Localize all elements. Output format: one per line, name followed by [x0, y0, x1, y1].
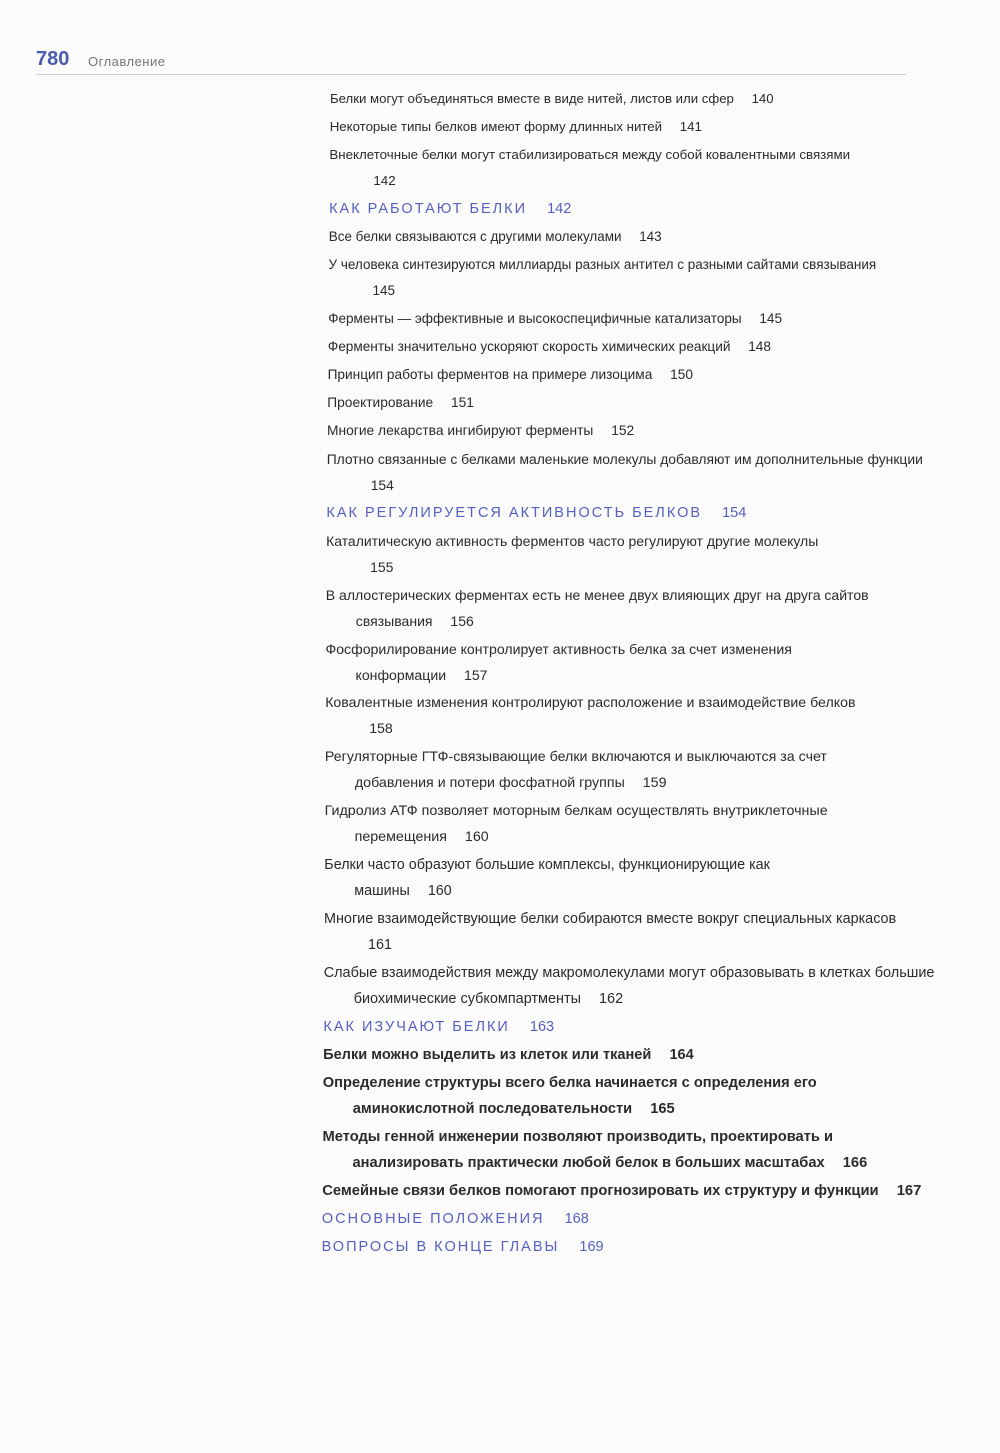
toc-entry-title: Проектирование [327, 395, 434, 410]
toc-entry-title: В аллостерических ферментах есть не менее двух влияющих друг на друга сайтов связывания [325, 587, 869, 629]
toc-entry-title: Принцип работы ферментов на примере лизоцима [327, 367, 653, 382]
toc-page-number: 165 [650, 1101, 675, 1117]
toc-entry-title: Все белки связываются с другими молекулами [328, 229, 622, 244]
toc-section-heading [323, 1014, 653, 1040]
toc-entry [322, 1178, 942, 1204]
toc-entry [323, 1070, 942, 1122]
toc-entry [324, 960, 942, 1012]
toc-entry-title: Внеклеточные белки могут стабилизироваться между собой ковалентными связями [329, 147, 851, 162]
toc-entry [327, 446, 942, 498]
toc-page-number: 161 [368, 937, 393, 953]
toc-page-number: 145 [372, 283, 396, 298]
toc-entry [329, 142, 889, 194]
toc-page-number: 145 [759, 311, 782, 326]
toc-entry-title: Ферменты значительно ускоряют скорость химических реакций [327, 339, 731, 354]
toc-page-number: 143 [639, 229, 662, 244]
toc-entry-title: Многие взаимодействующие белки собираются вместе вокруг специальных каркасов [324, 911, 897, 927]
table-of-contents [322, 86, 942, 1262]
toc-entry-title: ОСНОВНЫЕ ПОЛОЖЕНИЯ [321, 1211, 545, 1227]
toc-page-number: 167 [896, 1183, 922, 1199]
toc-entry-title: У человека синтезируются миллиарды разных антител с разными сайтами связывания [328, 257, 877, 272]
toc-entry-title: Фосфорилирование контролирует активность белка за счет изменения конформации [325, 641, 792, 683]
toc-entry-title: Ковалентные изменения контролируют расположение и взаимодействие белков [325, 695, 856, 711]
toc-entry [324, 906, 914, 958]
toc-entry [326, 582, 942, 634]
toc-entry-title: Белки можно выделить из клеток или тканей [323, 1047, 652, 1063]
toc-entry [326, 528, 826, 580]
toc-page-number: 160 [427, 883, 452, 899]
toc-entry-title: КАК ИЗУЧАЮТ БЕЛКИ [323, 1019, 510, 1035]
toc-entry-title: Слабые взаимодействия между макромолекулами могут образовывать в клетках большие биохимические субкомпартменты [323, 965, 935, 1007]
toc-page-number: 141 [679, 119, 702, 134]
toc-page-number: 157 [464, 667, 488, 683]
toc-entry [328, 334, 878, 360]
toc-entry-title: ВОПРОСЫ В КОНЦЕ ГЛАВЫ [321, 1239, 560, 1255]
toc-page-number: 154 [370, 477, 394, 493]
toc-entry [330, 86, 840, 112]
toc-section-heading [329, 196, 659, 222]
toc-entry-title: КАК РЕГУЛИРУЕТСЯ АКТИВНОСТЬ БЕЛКОВ [326, 505, 703, 521]
toc-page-number: 154 [722, 505, 747, 521]
toc-page-number: 158 [369, 721, 393, 737]
toc-page-number: 160 [464, 829, 489, 845]
toc-entry-title: Семейные связи белков помогают прогнозировать их структуру и функции [322, 1183, 879, 1199]
toc-entry [330, 114, 840, 140]
toc-entry [325, 744, 905, 796]
toc-entry [326, 636, 876, 688]
toc-page-number: 150 [670, 367, 693, 382]
toc-page-number: 163 [529, 1019, 555, 1035]
toc-page-number: 162 [599, 991, 624, 1007]
toc-entry [324, 852, 824, 904]
toc-page-number: 140 [751, 91, 774, 106]
toc-entry-title: Некоторые типы белков имеют форму длинных нитей [329, 119, 663, 134]
toc-page-number: 152 [611, 423, 635, 438]
toc-page-number: 159 [642, 775, 667, 791]
toc-section-heading [322, 1206, 652, 1232]
running-header [36, 46, 906, 75]
toc-entry [327, 390, 837, 416]
toc-entry [325, 690, 885, 742]
toc-entry-title: Каталитическую активность ферментов часто регулируют другие молекулы [326, 533, 819, 549]
toc-entry-title: Гидролиз АТФ позволяет моторным белкам осуществлять внутриклеточные перемещения [324, 803, 828, 845]
toc-page-number: 142 [547, 201, 572, 217]
toc-page-number: 166 [842, 1155, 868, 1171]
page-number: 780 [36, 48, 70, 70]
toc-page-number: 164 [669, 1047, 694, 1063]
toc-page-number: 148 [748, 339, 771, 354]
toc-page-number: 168 [564, 1211, 589, 1227]
toc-page-number: 155 [370, 559, 394, 575]
toc-entry-title: Плотно связанные с белками маленькие молекулы добавляют им дополнительные функции [326, 451, 923, 467]
toc-entry-title: Регуляторные ГТФ-связывающие белки включаются и выключаются за счет добавления и потери фосфатной группы [324, 749, 827, 791]
toc-page-number: 142 [373, 173, 396, 188]
toc-entry [325, 798, 905, 850]
toc-page-number: 156 [450, 613, 474, 629]
toc-entry [329, 224, 839, 250]
toc-section-heading [322, 1234, 652, 1260]
toc-entry [328, 362, 838, 388]
toc-entry-title: Белки часто образуют большие комплексы, функционирующие как машины [324, 857, 770, 899]
toc-entry [327, 418, 837, 444]
toc-entry-title: КАК РАБОТАЮТ БЕЛКИ [329, 201, 528, 217]
running-title: Оглавление [88, 54, 166, 69]
toc-entry-title: Ферменты — эффективные и высокоспецифичные катализаторы [328, 311, 742, 326]
toc-entry [328, 306, 878, 332]
toc-page-number: 169 [579, 1239, 604, 1255]
toc-page-number: 151 [451, 395, 474, 410]
toc-entry-title: Определение структуры всего белка начинается с определения его аминокислотной последовательности [322, 1075, 817, 1117]
toc-section-heading [326, 500, 836, 526]
toc-entry [329, 252, 889, 304]
toc-entry-title: Многие лекарства ингибируют ферменты [327, 423, 594, 438]
toc-entry [323, 1124, 943, 1176]
toc-entry [323, 1042, 833, 1068]
toc-entry-title: Методы генной инженерии позволяют производить, проектировать и анализировать практически любой белок в больших масштабах [322, 1129, 834, 1171]
toc-entry-title: Белки могут объединяться вместе в виде нитей, листов или сфер [330, 91, 734, 106]
